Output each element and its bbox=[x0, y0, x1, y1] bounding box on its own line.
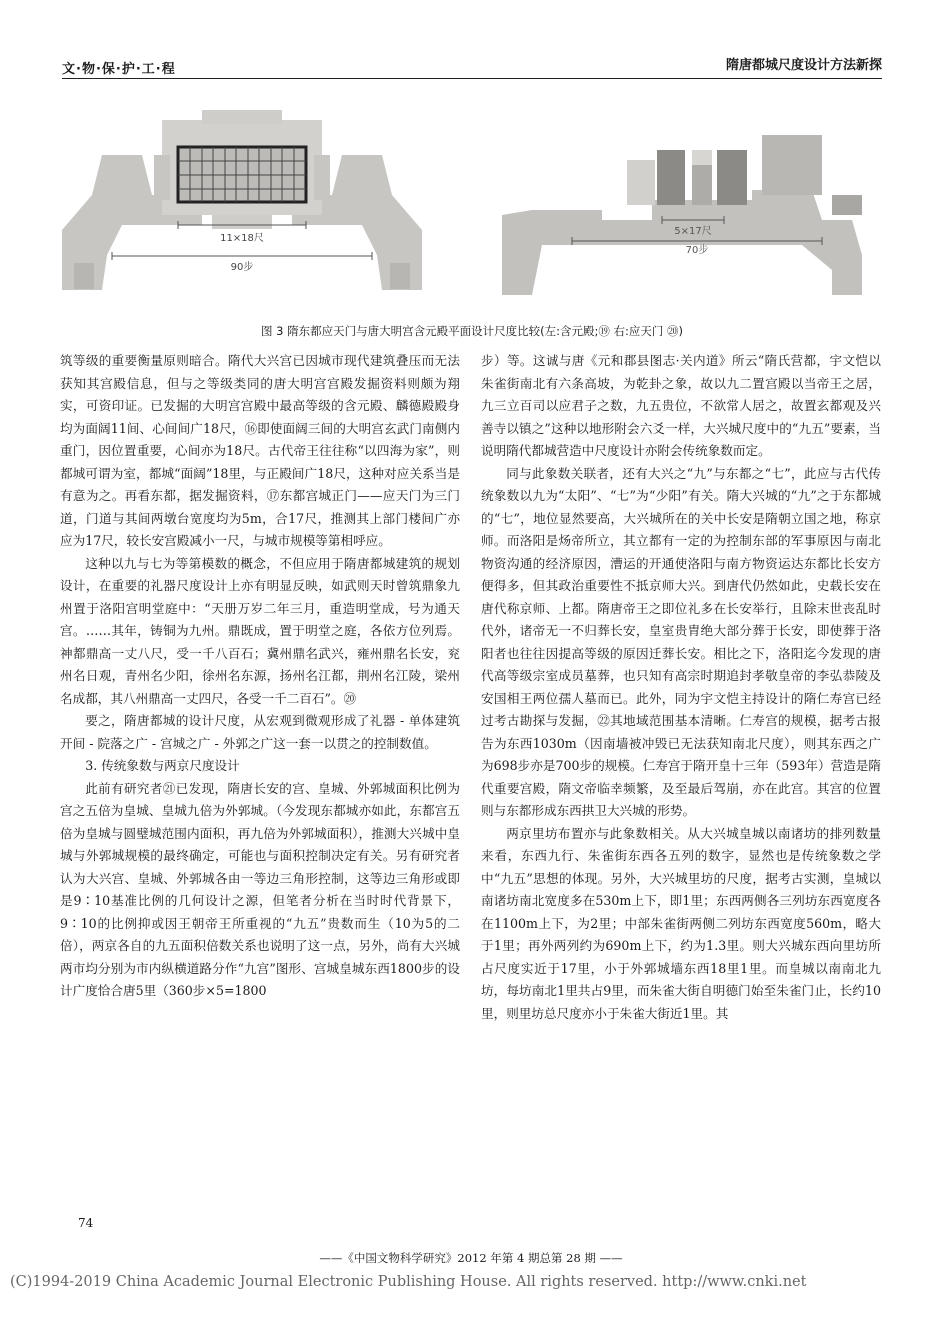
figure-plans bbox=[62, 95, 882, 320]
left-dims-label: 11×18尺 bbox=[220, 233, 264, 244]
right-width-label: 70步 bbox=[685, 245, 709, 256]
journal-footer: ——《中国文物科学研究》2012 年第 4 期总第 28 期 —— bbox=[319, 1251, 623, 1265]
right-column bbox=[481, 350, 881, 1025]
paragraph: 步）等。这诚与唐《元和郡县图志·关内道》所云“隋氏营都，宇文恺以朱雀街南北有六条高坡，为乾卦之象，故以九二置宫殿以当帝王之居，九三立百司以应君子之数，九五贵位，不欲常人居之，故置玄都观及兴善寺以镇之”这种以地形附会六爻一样，大兴城尺度中的“九五”要素，当说明隋代都城营造中尺度设计亦附会传统象数而定。 bbox=[481, 353, 881, 458]
plan-yingtian-gate bbox=[502, 135, 862, 295]
copyright-notice: (C)1994-2019 China Academic Journal Electronic Publishing House. All rights reserved. http://www.cnki.net bbox=[10, 1274, 807, 1290]
right-dims-label: 5×17尺 bbox=[674, 226, 712, 237]
header-rule bbox=[62, 78, 882, 79]
article-title: 隋唐都城尺度设计方法新探 bbox=[725, 58, 882, 73]
figure-3 bbox=[62, 95, 882, 320]
figure-caption: 图 3 隋东都应天门与唐大明宫含元殿平面设计尺度比较(左:含元殿;⑲ 右:应天门 ⑳) bbox=[260, 324, 684, 338]
paragraph: 要之，隋唐都城的设计尺度，从宏观到微观形成了礼器 - 单体建筑开间 - 院落之广 - 宫城之广 - 外郭之广这一套一以贯之的控制数值。 bbox=[60, 713, 460, 751]
paragraph: 筑等级的重要衡量原则暗合。隋代大兴宫已因城市现代建筑叠压而无法获知其宫殿信息，但与之等级类同的唐大明宫宫殿发掘资料则颇为翔实，可资印证。已发掘的大明宫宫殿中最高等级的含元殿、麟德殿殿身均为面阔11间、心间间广18尺，⑯即使面阔三间的大明宫玄武门南侧内重门，因位置重要，心间亦为18尺。古代帝王往往称“以四海为家”，则都城可谓为室，都城“面阔”18里，与正殿间广18尺，这种对应关系当是有意为之。再看东都，据发掘资料，⑰东都宫城正门——应天门为三门道，门道与其间两墩台宽度均为5m，合17尺，推测其上部门楼间广亦应为17尺，较长安宫殿减小一尺，与城市规模等第相呼应。 bbox=[60, 353, 460, 548]
plan-hanyuan-hall bbox=[62, 110, 422, 290]
section-heading: 3. 传统象数与两京尺度设计 bbox=[85, 758, 240, 773]
paragraph: 这种以九与七为等第模数的概念，不但应用于隋唐都城建筑的规划设计，在重要的礼器尺度设计上亦有明显反映，如武则天时曾筑鼎象九州置于洛阳宫明堂庭中：“天册万岁二年三月，重造明堂成，号为通天宫。……其年，铸铜为九州。鼎既成，置于明堂之庭，各依方位列焉。神都鼎高一丈八尺，受一千八百石；冀州鼎名武兴，雍州鼎名长安，兖州名日观，青州名少阳，徐州名东源，扬州名江都，荆州名江陵，梁州名成都，其八州鼎高一丈四尺，各受一千二百石”。⑳ bbox=[60, 555, 460, 706]
left-width-label: 90步 bbox=[230, 262, 254, 273]
journal-title: 文·物·保·护·工·程 bbox=[62, 62, 176, 77]
left-column bbox=[60, 350, 460, 1003]
page-number: 74 bbox=[78, 1216, 94, 1230]
paragraph: 此前有研究者㉑已发现，隋唐长安的宫、皇城、外郭城面积比例为宫之五倍为皇城、皇城九倍为外郭城。（今发现东都城亦如此，东都宫五倍为皇城与圆璧城范围内面积，再九倍为外郭城面积），推测大兴城中皇城与外郭城规模的最终确定，可能也与面积控制决定有关。另有研究者认为大兴宫、皇城、外郭城各由一等边三角形控制，这等边三角形或即是9∶10基准比例的几何设计之源，但笔者分析在当时时代背景下，9∶10的比例抑或因王朝帝王所重视的“九五”贵数而生（10为5的二倍），两京各自的九五面积倍数关系也说明了这一点，另外，尚有大兴城两市均分别为市内纵横道路分作“九宫”图形、宫城皇城东西1800步的设计广度恰合唐5里（360步×5=1800 bbox=[60, 780, 460, 998]
paragraph: 同与此象数关联者，还有大兴之“九”与东都之“七”，此应与古代传统象数以九为“太阳”、“七”为“少阳”有关。隋大兴城的“九”之于东都城的“七”，地位显然要高，大兴城所在的关中长安是隋朝立国之地，称京师。而洛阳是炀帝所立，其立都有一定的为控制东部的军事原因与南北物资沟通的经济原因，漕运的开通使洛阳与南方物资运达东都比长安方便得多，但其政治重要性不抵京师大兴。到唐代仍然如此，史载长安在唐代称京师、上都。隋唐帝王之即位礼多在长安举行，且除末世丧乱时代外，诸帝无一不归葬长安，皇室贵胄绝大部分葬于长安，即使葬于洛阳者也往往因提高等级的原因迁葬长安。相比之下，洛阳迄今发现的唐代高等级宗室成员墓葬，也只知有高宗时期追封孝敬皇帝的李弘恭陵及安国相王两位孺人墓而已。此外，同为宇文恺主持设计的隋仁寿宫已经过考古勘探与发掘，㉒其地域范围基本清晰。仁寿宫的规模，据考古报告为东西1030m（因南墙被冲毁已无法获知南北尺度），则其东西之广为698步亦是700步的规模。仁寿宫于隋开皇十三年（593年）营造是隋代重要宫殿，隋文帝临幸频繁，及至最后驾崩，亦在此宫。其宫的位置则与东都形成东西拱卫大兴城的形势。 bbox=[481, 465, 881, 818]
paragraph: 两京里坊布置亦与此象数相关。从大兴城皇城以南诸坊的排列数量来看，东西九行、朱雀街东西各五列的数字，显然也是传统象数之学中“九五”思想的体现。另外，大兴城里坊的尺度，据考古实测，皇城以南诸坊南北宽度多在530m上下，即1里；东西两侧各三列坊东西宽度各在1100m上下，为2里；中部朱雀街两侧二列坊东西宽度560m，略大于1里；再外两列约为690m上下，约为1.3里。则大兴城东西向里坊所占尺度实近于17里，小于外郭城墙东西18里1里。而皇城以南南北九坊，每坊南北1里共占9里，而朱雀大街自明德门始至朱雀门止，长约10里，则里坊总尺度亦小于朱雀大街近1里。其 bbox=[481, 825, 881, 1021]
